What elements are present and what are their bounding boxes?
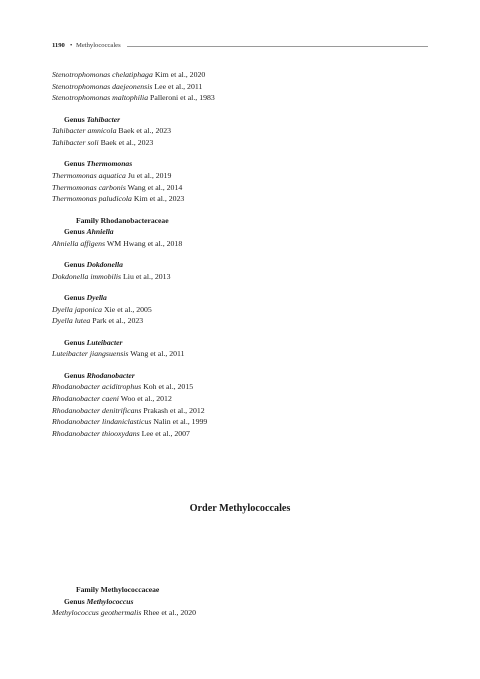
species-name: Dyella japonica bbox=[52, 304, 103, 314]
species-authority: Prakash et al., 2012 bbox=[143, 405, 205, 415]
species-authority: Lee et al., 2011 bbox=[154, 81, 203, 91]
species-authority: Xie et al., 2005 bbox=[103, 304, 152, 314]
species-authority: Nalin et al., 1999 bbox=[153, 417, 208, 427]
species-authority: Wang et al., 2011 bbox=[130, 349, 185, 359]
species-name: Rhodanobacter denitrificans bbox=[52, 405, 142, 415]
species-authority: Wang et al., 2014 bbox=[127, 182, 183, 192]
taxa-list-methylococcales bbox=[52, 584, 432, 619]
species-entry bbox=[52, 607, 432, 619]
species-authority: Park et al., 2023 bbox=[92, 316, 144, 326]
species-authority: Baek et al., 2023 bbox=[100, 138, 154, 148]
species-entry bbox=[52, 428, 432, 440]
page-number: 1190 bbox=[52, 42, 65, 49]
species-authority: Ju et al., 2019 bbox=[127, 170, 172, 180]
species-authority: Liu et al., 2013 bbox=[123, 271, 171, 281]
species-entry bbox=[52, 170, 432, 182]
species-entry bbox=[52, 92, 432, 104]
species-entry bbox=[52, 393, 432, 405]
genus-heading-rhodanobacter: Genus Rhodanobacter bbox=[64, 370, 135, 380]
species-entry bbox=[52, 381, 432, 393]
header-separator: • bbox=[70, 42, 73, 49]
species-authority: Baek et al., 2023 bbox=[118, 126, 172, 136]
genus-heading-dyella: Genus Dyella bbox=[64, 293, 107, 303]
species-name: Rhodanobacter caeni bbox=[52, 393, 119, 403]
species-authority: Lee et al., 2007 bbox=[141, 429, 190, 439]
page-header bbox=[52, 41, 428, 53]
species-entry bbox=[52, 405, 432, 417]
genus-heading-dokdonella: Genus Dokdonella bbox=[64, 260, 123, 270]
species-entry bbox=[52, 69, 432, 81]
genus-heading-luteibacter: Genus Luteibacter bbox=[64, 337, 123, 347]
species-entry bbox=[52, 416, 432, 428]
species-entry bbox=[52, 193, 432, 205]
species-name: Thermomonas carbonis bbox=[52, 182, 126, 192]
species-name: Rhodanobacter thiooxydans bbox=[52, 429, 140, 439]
species-authority: Woo et al., 2012 bbox=[120, 393, 172, 403]
genus-heading-methylococcus: Genus Methylococcus bbox=[64, 596, 134, 606]
species-name: Methylococcus geothermalis bbox=[52, 608, 142, 618]
species-name: Stenotrophomonas maltophilia bbox=[52, 93, 149, 103]
species-name: Stenotrophomonas chelatiphaga bbox=[52, 70, 153, 79]
species-authority: Rhee et al., 2020 bbox=[143, 608, 196, 618]
running-title: Methylococcales bbox=[76, 42, 121, 49]
species-entry bbox=[52, 348, 432, 360]
species-entry bbox=[52, 182, 432, 194]
genus-heading-thermomonas: Genus Thermomonas bbox=[64, 159, 133, 169]
species-entry bbox=[52, 271, 432, 283]
species-name: Dyella lutea bbox=[52, 316, 91, 326]
species-name: Tahibacter amnicola bbox=[52, 126, 117, 136]
species-authority: Kim et al., 2020 bbox=[154, 70, 206, 79]
species-entry bbox=[52, 304, 432, 316]
species-name: Thermomonas aquatica bbox=[52, 170, 126, 180]
species-entry bbox=[52, 125, 432, 137]
species-entry bbox=[52, 81, 432, 93]
genus-heading-ahniella: Genus Ahniella bbox=[64, 227, 114, 237]
species-authority: Palleroni et al., 1983 bbox=[150, 93, 215, 103]
species-name: Rhodanobacter lindaniclasticus bbox=[52, 417, 152, 427]
order-heading: Order Methylococcales bbox=[189, 503, 291, 514]
species-name: Stenotrophomonas daejeonensis bbox=[52, 81, 153, 91]
family-heading-methylococcaceae: Family Methylococcaceae bbox=[76, 585, 160, 594]
family-heading-rhodanobacteraceae: Family Rhodanobacteraceae bbox=[76, 215, 169, 225]
species-authority: Koh et al., 2015 bbox=[143, 382, 194, 392]
species-name: Thermomonas paludicola bbox=[52, 194, 132, 204]
species-entry bbox=[52, 238, 432, 250]
header-rule bbox=[127, 46, 428, 47]
species-name: Ahniella affigens bbox=[52, 238, 106, 248]
species-authority: Kim et al., 2023 bbox=[133, 194, 185, 204]
species-name: Dokdonella immobilis bbox=[52, 271, 122, 281]
genus-heading-tahibacter: Genus Tahibacter bbox=[64, 114, 121, 124]
species-name: Luteibacter jiangsuensis bbox=[52, 349, 129, 359]
taxa-list bbox=[52, 69, 432, 440]
species-entry bbox=[52, 137, 432, 149]
species-name: Rhodanobacter aciditrophus bbox=[52, 382, 142, 392]
species-name: Tahibacter soli bbox=[52, 138, 99, 148]
species-entry bbox=[52, 315, 432, 327]
species-authority: WM Hwang et al., 2018 bbox=[106, 238, 183, 248]
